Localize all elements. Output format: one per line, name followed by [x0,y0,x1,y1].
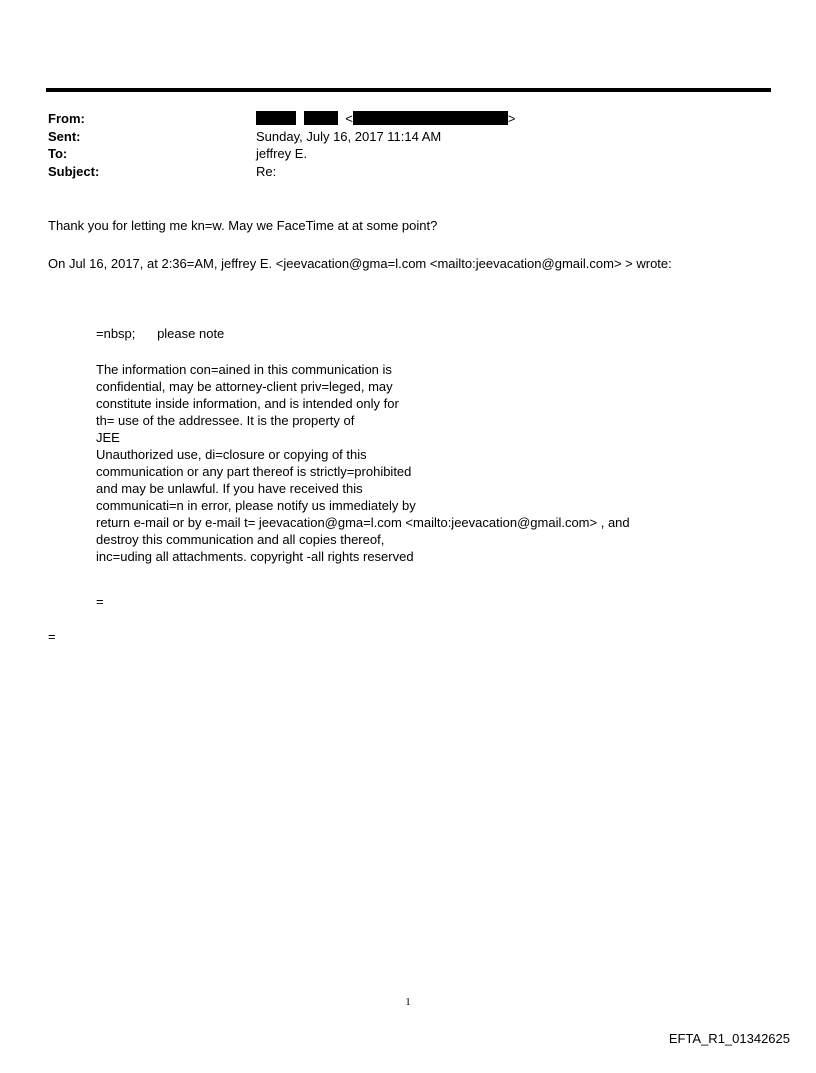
to-row [48,145,768,163]
disclaimer-line: inc=uding all attachments. copyright -all rights reserved [96,549,414,564]
disclaimer-line: communicati=n in error, please notify us immediately by [96,498,416,513]
outer-equals: = [48,629,56,644]
redaction-block [304,111,338,125]
quote-intro: On Jul 16, 2017, at 2:36=AM, jeffrey E. <jeevacation@gma=l.com <mailto:jeevacation@gmail.com> > wrote: [48,256,672,271]
disclaimer-line: The information con=ained in this communication is [96,362,392,377]
disclaimer-line: return e-mail or by e-mail t= jeevacation@gma=l.com <mailto:jeevacation@gmail.com> , and [96,515,630,530]
disclaimer-block [96,361,630,565]
top-rule [46,88,771,92]
inner-equals: = [96,594,104,609]
nbsp-line: =nbsp; please note [96,326,225,341]
disclaimer-line: and may be unlawful. If you have received this [96,481,363,496]
disclaimer-line: communication or any part thereof is strictly=prohibited [96,464,412,479]
subject-label: Subject: [48,163,100,179]
document-id: EFTA_R1_01342625 [668,1031,790,1046]
subject-value: Re: [256,163,277,179]
disclaimer-line: constitute inside information, and is intended only for [96,396,399,411]
sent-value: Sunday, July 16, 2017 11:14 AM [256,128,442,144]
from-gt: > [507,111,516,126]
to-label: To: [48,146,68,161]
sent-row [48,128,768,146]
disclaimer-line: th= use of the addressee. It is the property of [96,413,355,428]
sent-label: Sent: [48,128,81,144]
subject-row [48,163,768,181]
from-value [256,110,768,128]
page-number: 1 [405,996,411,1008]
email-header [48,110,768,180]
disclaimer-line: confidential, may be attorney-client priv=leged, may [96,379,393,394]
from-lt: < [345,111,353,126]
to-value: jeffrey E. [256,146,308,161]
disclaimer-line: JEE [96,430,120,445]
disclaimer-line: destroy this communication and all copies thereof, [96,532,385,547]
redaction-block [256,111,296,125]
disclaimer-line: Unauthorized use, di=closure or copying of this [96,447,367,462]
reply-line: Thank you for letting me kn=w. May we FaceTime at at some point? [48,218,438,233]
redaction-block [353,111,508,125]
from-label: From: [48,111,85,126]
from-row [48,110,768,128]
